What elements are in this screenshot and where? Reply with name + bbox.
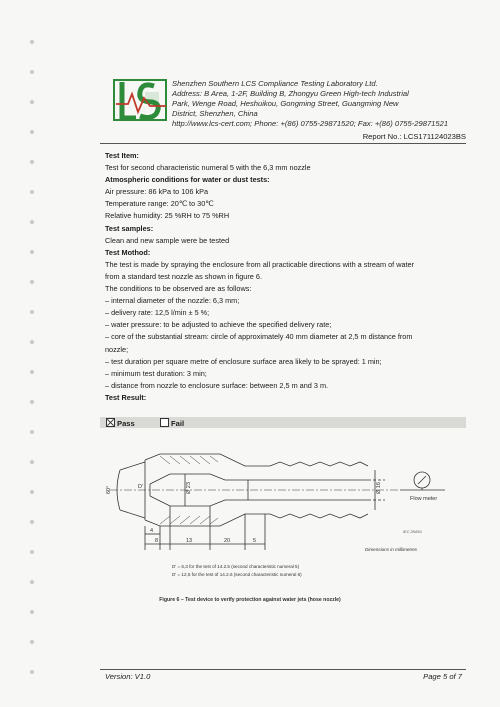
header-divider (100, 143, 466, 144)
figure-caption: Figure 6 – Test device to verify protection against water jets (hose nozzle) (159, 597, 341, 603)
figure-notes (172, 563, 302, 579)
contact-line: http://www.lcs-cert.com; Phone: +(86) 0755-29871520; Fax: +(86) 0755-29871521 (172, 119, 449, 128)
condition-item: – distance from nozzle to enclosure surface: between 2,5 m and 3 m. (105, 380, 329, 390)
section-heading: Atmospheric conditions for water or dust tests: (105, 175, 270, 185)
dim-angle: 60° (106, 485, 112, 494)
hose-nozzle-figure (100, 440, 460, 610)
fail-label: Fail (171, 419, 185, 428)
flow-meter-label: Flow meter (410, 496, 438, 502)
condition-item: – delivery rate: 12,5 l/min ± 5 %; (105, 308, 210, 318)
method-text: The test is made by spraying the enclosure from all practicable directions with a stream of water (105, 259, 415, 269)
dim-outlet: Ø 16 (376, 482, 382, 494)
condition-item: nozzle; (105, 344, 129, 354)
condition-item: – minimum test duration: 3 min; (105, 368, 207, 378)
address-line: Park, Wenge Road, Heshuikou, Gongming Street, Guangming New (172, 99, 399, 108)
dim-4: 4 (150, 528, 154, 534)
condition-item: – water pressure: to be adjusted to achieve the specified delivery rate; (105, 320, 332, 330)
figure-note: D' = 12,5 for the test of 14.2.6 (second characteristic numeral 6) (172, 572, 302, 577)
pass-option[interactable] (106, 418, 135, 428)
dim-5: 5 (253, 538, 257, 544)
temperature-range: Temperature range: 20℃ to 30℃ (105, 199, 214, 209)
condition-item: – core of the substantial stream: circle of approximately 40 mm diameter at 2,5 m distance from (105, 332, 413, 342)
dimensions-note: Dimensions in millimetres (365, 547, 418, 552)
unchecked-box-icon[interactable] (160, 418, 169, 427)
pass-label: Pass (117, 419, 135, 428)
dim-13: 13 (186, 538, 193, 544)
section-heading: Test Result: (105, 392, 147, 402)
footer-divider (100, 669, 466, 670)
report-body (105, 150, 475, 404)
checked-box-icon[interactable] (106, 418, 115, 427)
dim-d: D' (138, 484, 144, 490)
conditions-intro: The conditions to be observed are as follows: (105, 284, 252, 294)
figure-note: D' = 6,3 for the test of 14.2.5 (second characteristic numeral 5) (172, 564, 300, 569)
section-heading: Test samples: (105, 223, 154, 233)
report-number: Report No.: LCS171124023BS (362, 132, 466, 141)
section-heading: Test Mothod: (105, 247, 151, 257)
dim-20: 20 (224, 538, 231, 544)
iec-reference: IEC 284/01 (403, 530, 422, 534)
page-number: Page 5 of 7 (423, 672, 462, 681)
condition-item: – internal diameter of the nozzle: 6,3 mm; (105, 296, 240, 306)
condition-item: – test duration per square metre of enclosure surface area likely to be sprayed: 1 min; (105, 356, 382, 366)
section-heading: Test Item: (105, 151, 139, 160)
samples-text: Clean and new sample were be tested (105, 235, 230, 245)
dim-8: 8 (155, 538, 159, 544)
test-result-band (100, 417, 466, 428)
binder-holes (30, 40, 36, 680)
lab-header (172, 79, 472, 129)
test-item-text: Test for second characteristic numeral 5 with the 6,3 mm nozzle (105, 163, 311, 173)
air-pressure: Air pressure: 86 kPa to 106 kPa (105, 187, 209, 197)
address-line: District, Shenzhen, China (172, 109, 258, 118)
relative-humidity: Relative humidity: 25 %RH to 75 %RH (105, 211, 230, 221)
dim-bore: Ø 23 (186, 482, 192, 494)
lcs-logo (112, 76, 168, 124)
lab-name: Shenzhen Southern LCS Compliance Testing Laboratory Ltd. (172, 79, 378, 88)
fail-option[interactable] (160, 418, 184, 428)
method-text: from a standard test nozzle as shown in figure 6. (105, 271, 262, 281)
version-label: Version: V1.0 (105, 672, 151, 681)
address-line: Address: B Area, 1-2F, Building B, Zhongyu Green High-tech Industrial (172, 89, 409, 98)
